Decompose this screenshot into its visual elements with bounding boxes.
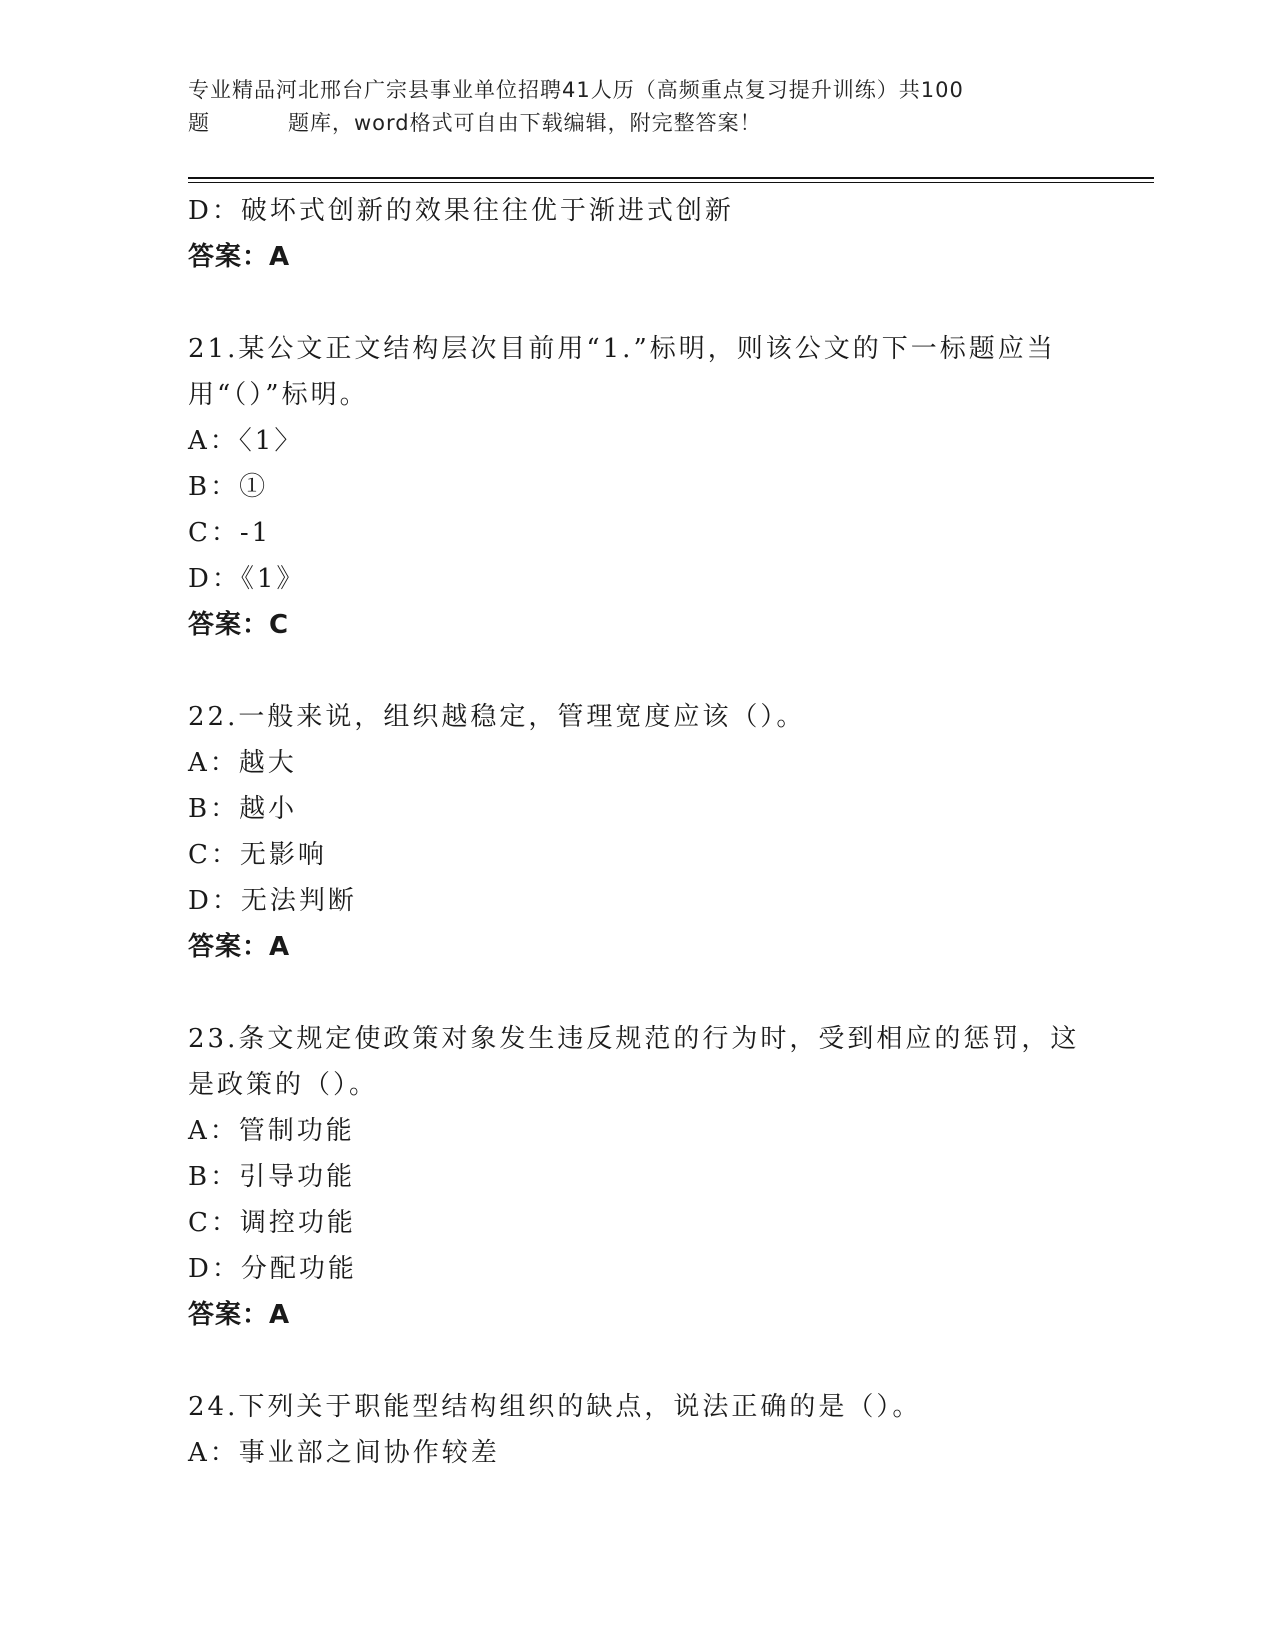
q23-stem-line2: 是政策的（）。 <box>188 1070 379 1100</box>
q22-option-d: D：无法判断 <box>188 886 357 916</box>
q22-option-b: B：越小 <box>188 794 298 824</box>
header-divider-thick <box>188 177 1154 179</box>
header-title-line2 <box>188 107 1068 140</box>
q22-stem: 22.一般来说，组织越稳定，管理宽度应该（）。 <box>188 702 806 732</box>
document-header <box>188 74 1068 140</box>
q23-option-d: D：分配功能 <box>188 1254 357 1284</box>
q21-option-c: C：-1 <box>188 518 272 548</box>
q23-option-a: A：管制功能 <box>188 1116 355 1146</box>
q20-option-d: D：破坏式创新的效果往往优于渐进式创新 <box>188 196 734 226</box>
q20-answer: 答案：A <box>188 242 291 272</box>
header-divider-thin <box>188 182 1154 183</box>
q23-option-c: C：调控功能 <box>188 1208 356 1238</box>
q21-answer: 答案：C <box>188 610 290 640</box>
q22-answer: 答案：A <box>188 932 291 962</box>
q22-option-a: A：越大 <box>188 748 297 778</box>
q21-option-d: D：《1》 <box>188 564 306 594</box>
header-title-line2-right: 题库，word格式可自由下载编辑，附完整答案！ <box>288 111 762 135</box>
header-title-line1: 专业精品河北邢台广宗县事业单位招聘41人历（高频重点复习提升训练）共100 <box>188 78 964 102</box>
q24-option-a: A：事业部之间协作较差 <box>188 1438 500 1468</box>
q22-option-c: C：无影响 <box>188 840 327 870</box>
q21-option-b: B：① <box>188 472 269 502</box>
q24-stem: 24.下列关于职能型结构组织的缺点，说法正确的是（）。 <box>188 1392 922 1422</box>
header-title-line2-left: 题 <box>188 111 210 135</box>
q21-stem-line1: 21.某公文正文结构层次目前用“1.”标明，则该公文的下一标题应当 <box>188 334 1056 364</box>
q21-stem-line2: 用“（）”标明。 <box>188 380 369 410</box>
q23-answer: 答案：A <box>188 1300 291 1330</box>
question-list <box>188 188 1088 1476</box>
q21-option-a: A：〈1〉 <box>188 426 304 456</box>
q23-stem-line1: 23.条文规定使政策对象发生违反规范的行为时，受到相应的惩罚，这 <box>188 1024 1080 1054</box>
q23-option-b: B：引导功能 <box>188 1162 356 1192</box>
